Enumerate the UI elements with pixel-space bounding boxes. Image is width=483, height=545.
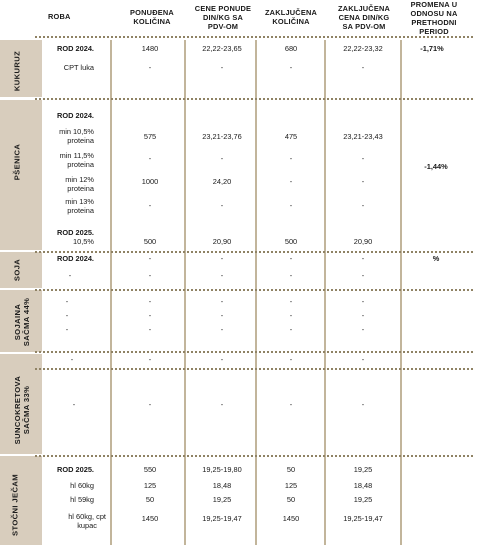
zakljucena-cena: 19,25 (353, 465, 373, 474)
row-separator (35, 98, 473, 100)
row-separator (35, 36, 473, 38)
row-label-line2: 10,5% (73, 237, 94, 246)
promena: -1,71% (420, 44, 444, 53)
row-label: - (65, 311, 69, 320)
column-divider (324, 40, 326, 545)
category-suncokret-line2: SAČMA 33% (22, 385, 31, 435)
row-label (68, 512, 106, 530)
row-label: - (65, 297, 69, 306)
row-label: CPT luka (63, 63, 94, 72)
zakljucena-cena: - (361, 355, 365, 364)
header-zakljucena-cena-line3: SA PDV-OM (342, 22, 386, 31)
header-promena (400, 0, 468, 36)
row-label: hl 60kg (70, 481, 94, 490)
header-zakljucena-cena-line1: ZAKLJUČENA (337, 4, 391, 13)
header-promena-line2: ODNOSU NA (410, 9, 458, 18)
row-label: ROD 2024. (57, 111, 94, 120)
row-label-line2: proteina (67, 160, 94, 169)
zakljucena-cena: - (361, 254, 365, 263)
row-separator (35, 368, 473, 370)
category-jecam: STOČNI JEČAM (10, 473, 20, 537)
category-suncokret-line1: SUNCOKRETOVA (13, 375, 22, 445)
cene-ponude: - (220, 297, 224, 306)
header-zakljucena-kolicina-line1: ZAKLJUČENA (264, 8, 318, 17)
header-promena-line3: PRETHODNI (411, 18, 457, 27)
zakljucena-cena: 22,22-23,32 (343, 44, 383, 53)
category-sojina-line1: SOJAINA (13, 303, 22, 341)
ponudjena-kolicina: 125 (143, 481, 157, 490)
category-kukuruz: KUKURUZ (12, 50, 22, 92)
cene-ponude: 22,22-23,65 (202, 44, 242, 53)
row-label: ROD 2025. (57, 465, 94, 474)
zakljucena-cena: - (361, 325, 365, 334)
row-separator (35, 351, 473, 353)
zakljucena-cena: - (361, 201, 365, 210)
row-label: ROD 2024. (57, 254, 94, 263)
category-sojina-line2: SAČMA 44% (22, 297, 31, 347)
zakljucena-kolicina: - (289, 311, 293, 320)
row-separator (35, 289, 473, 291)
category-band-jecam (0, 456, 42, 545)
ponudjena-kolicina: - (148, 311, 152, 320)
row-label-line1: ROD 2025. (57, 228, 94, 237)
header-zakljucena-cena (326, 4, 402, 31)
zakljucena-cena: 23,21-23,43 (343, 132, 383, 141)
column-divider (110, 40, 112, 545)
column-divider (184, 40, 186, 545)
zakljucena-kolicina: - (289, 177, 293, 186)
header-zakljucena-kolicina (256, 8, 326, 26)
category-suncokret (13, 376, 31, 445)
zakljucena-kolicina: - (289, 154, 293, 163)
row-label (60, 151, 94, 169)
zakljucena-kolicina: - (289, 355, 293, 364)
ponudjena-kolicina: - (148, 63, 152, 72)
zakljucena-cena: 19,25 (353, 495, 373, 504)
ponudjena-kolicina: 1000 (141, 177, 159, 186)
header-cene-ponude-line2: DIN/KG SA (203, 13, 243, 22)
promena: -1,44% (424, 162, 448, 171)
row-label (65, 197, 94, 215)
cene-ponude: - (220, 154, 224, 163)
header-promena-line1: PROMENA U (410, 0, 458, 9)
header-ponudjena-line2: KOLIČINA (133, 17, 171, 26)
row-label (59, 127, 94, 145)
cene-ponude: 20,90 (212, 237, 232, 246)
zakljucena-kolicina: - (289, 254, 293, 263)
zakljucena-kolicina: - (289, 325, 293, 334)
row-label-line2: proteina (67, 136, 94, 145)
zakljucena-kolicina: 680 (284, 44, 298, 53)
zakljucena-kolicina: - (289, 201, 293, 210)
cene-ponude: - (220, 400, 224, 409)
ponudjena-kolicina: - (148, 154, 152, 163)
row-separator (35, 455, 473, 457)
row-label: - (70, 355, 74, 364)
zakljucena-kolicina: 1450 (282, 514, 300, 523)
ponudjena-kolicina: 1450 (141, 514, 159, 523)
ponudjena-kolicina: 500 (143, 237, 157, 246)
row-label-line2: proteina (67, 206, 94, 215)
header-cene-ponude-line1: CENE PONUDE (194, 4, 252, 13)
ponudjena-kolicina: - (148, 201, 152, 210)
cene-ponude: - (220, 271, 224, 280)
cene-ponude: - (220, 63, 224, 72)
ponudjena-kolicina: - (148, 355, 152, 364)
row-label-line1: min 11,5% (59, 151, 94, 160)
ponudjena-kolicina: 575 (143, 132, 157, 141)
zakljucena-kolicina: 50 (286, 465, 296, 474)
header-ponudjena-line1: PONUĐENA (130, 8, 174, 17)
ponudjena-kolicina: 550 (143, 465, 157, 474)
cene-ponude: - (220, 311, 224, 320)
zakljucena-cena: 18,48 (353, 481, 373, 490)
row-label-line1: min 12% (65, 175, 94, 184)
row-label-line1: min 10,5% (59, 127, 94, 136)
row-label (65, 175, 94, 193)
zakljucena-kolicina: - (289, 400, 293, 409)
zakljucena-cena: - (361, 311, 365, 320)
cene-ponude: - (220, 201, 224, 210)
header-promena-line4: PERIOD (419, 27, 449, 36)
ponudjena-kolicina: 50 (145, 495, 155, 504)
column-divider (255, 40, 257, 545)
cene-ponude: - (220, 254, 224, 263)
zakljucena-kolicina: - (289, 297, 293, 306)
row-label-line1: hl 60kg, cpt (68, 512, 106, 521)
zakljucena-kolicina: - (289, 63, 293, 72)
row-label: ROD 2024. (57, 44, 94, 53)
zakljucena-kolicina: 50 (286, 495, 296, 504)
zakljucena-cena: - (361, 271, 365, 280)
cene-ponude: 23,21-23,76 (202, 132, 242, 141)
row-label: - (72, 400, 76, 409)
ponudjena-kolicina: - (148, 400, 152, 409)
zakljucena-kolicina: 125 (284, 481, 298, 490)
zakljucena-cena: - (361, 297, 365, 306)
row-label-line1: min 13% (65, 197, 94, 206)
cene-ponude: 24,20 (212, 177, 232, 186)
cene-ponude: 18,48 (212, 481, 232, 490)
ponudjena-kolicina: - (148, 271, 152, 280)
zakljucena-kolicina: 475 (284, 132, 298, 141)
row-label: hl 59kg (70, 495, 94, 504)
zakljucena-cena: 20,90 (353, 237, 373, 246)
zakljucena-cena: 19,25-19,47 (343, 514, 383, 523)
zakljucena-kolicina: - (289, 271, 293, 280)
header-zakljucena-kolicina-line2: KOLIČINA (272, 17, 310, 26)
zakljucena-cena: - (361, 154, 365, 163)
ponudjena-kolicina: - (148, 297, 152, 306)
header-roba: ROBA (48, 12, 71, 21)
ponudjena-kolicina: 1480 (141, 44, 159, 53)
promena: % (432, 254, 440, 263)
cene-ponude: 19,25-19,47 (202, 514, 242, 523)
cene-ponude: - (220, 355, 224, 364)
zakljucena-cena: - (361, 400, 365, 409)
ponudjena-kolicina: - (148, 254, 152, 263)
header-cene-ponude-line3: PDV-OM (207, 22, 239, 31)
category-psenica: PŠENICA (12, 143, 22, 181)
header-cene-ponude (186, 4, 260, 31)
row-label-line2: kupac (77, 521, 97, 530)
header-zakljucena-cena-line2: CENA DIN/KG (338, 13, 390, 22)
ponudjena-kolicina: - (148, 325, 152, 334)
row-label: - (65, 325, 69, 334)
zakljucena-cena: - (361, 177, 365, 186)
zakljucena-cena: - (361, 63, 365, 72)
category-sojina (13, 298, 31, 346)
row-separator (35, 251, 473, 253)
cene-ponude: - (220, 325, 224, 334)
column-divider (400, 40, 402, 545)
header-ponudjena (118, 8, 186, 26)
cene-ponude: 19,25-19,80 (202, 465, 242, 474)
zakljucena-kolicina: 500 (284, 237, 298, 246)
row-label-line2: proteina (67, 184, 94, 193)
row-label: - (68, 271, 72, 280)
row-label (57, 228, 94, 246)
category-soja: SOJA (12, 258, 22, 282)
cene-ponude: 19,25 (212, 495, 232, 504)
